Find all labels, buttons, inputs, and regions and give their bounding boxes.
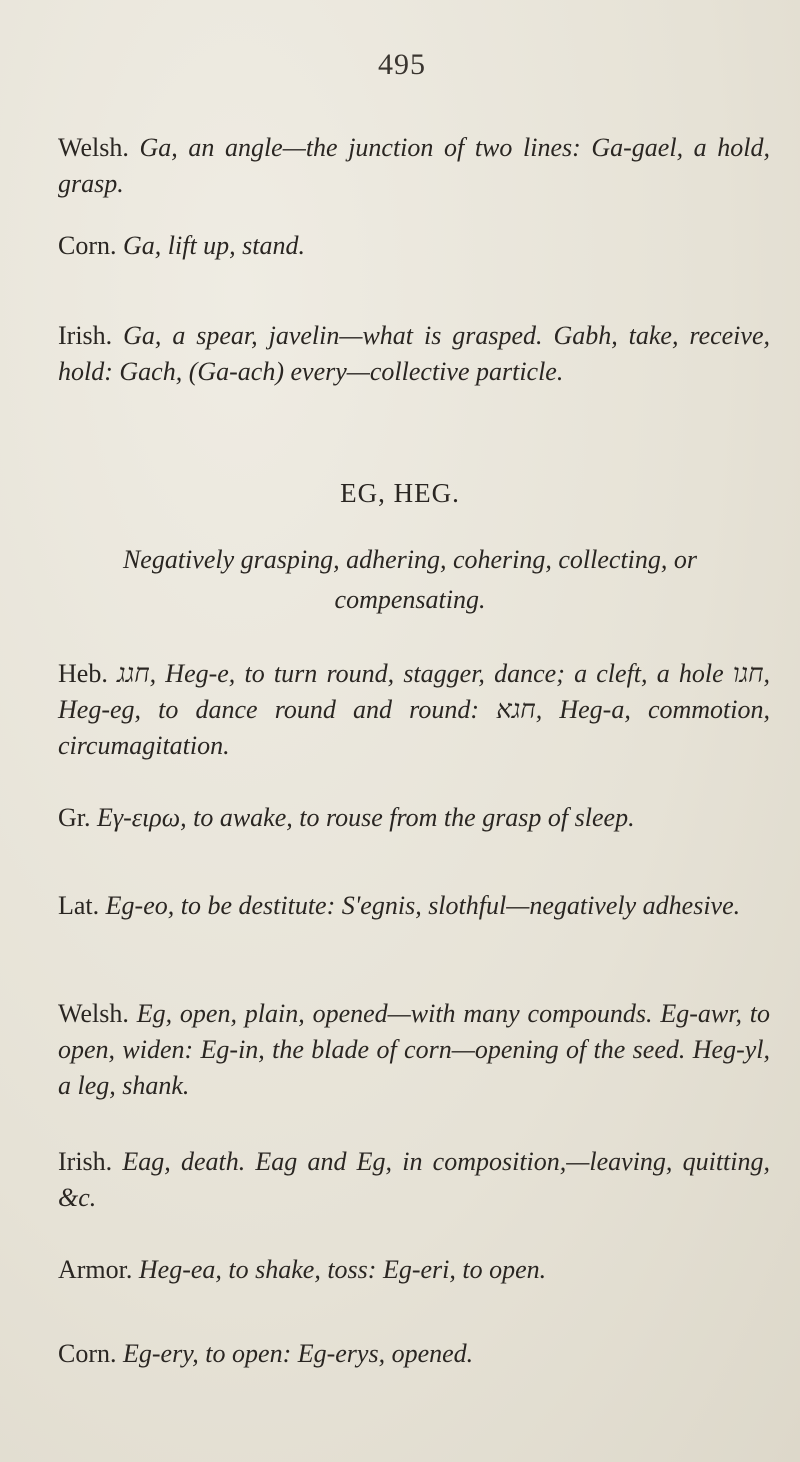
entry-text: Ga, lift up, stand. bbox=[123, 231, 306, 260]
entry-text: Eg-eo, to be destitute: S'egnis, slothful—negatively adhesive. bbox=[105, 891, 741, 920]
entry-greek bbox=[58, 800, 770, 836]
entry-cornish-ga bbox=[58, 228, 770, 264]
entry-text: Εγ-ειρω, to awake, to rouse from the grasp of sleep. bbox=[97, 803, 635, 832]
entry-irish-ga bbox=[58, 318, 770, 390]
entry-irish-eag bbox=[58, 1144, 770, 1216]
entry-text: Eag, death. Eag and Eg, in composition,—leaving, quitting, &c. bbox=[58, 1147, 771, 1212]
entry-text: חגג, Heg-e, to turn round, stagger, dance; a cleft, a hole חגו, Heg-eg, to dance round and round: חגא, Heg-a, commotion, circumagitation. bbox=[58, 659, 771, 760]
language-label: Corn. bbox=[58, 1339, 117, 1368]
entry-welsh-ga bbox=[58, 130, 770, 202]
language-label: Welsh. bbox=[58, 999, 129, 1028]
language-label: Lat. bbox=[58, 891, 100, 920]
language-label: Gr. bbox=[58, 803, 91, 832]
entry-welsh-eg bbox=[58, 996, 770, 1104]
language-label: Corn. bbox=[58, 231, 117, 260]
page-number: 495 bbox=[378, 48, 426, 81]
entry-cornish-eg bbox=[58, 1336, 770, 1372]
section-subtitle: Negatively grasping, adhering, cohering, collecting, or compensating. bbox=[122, 545, 698, 614]
entry-text: Eg-ery, to open: Eg-erys, opened. bbox=[123, 1339, 474, 1368]
entry-text: Eg, open, plain, opened—with many compounds. Eg-awr, to open, widen: Eg-in, the blade of corn—opening of the seed. Heg-yl, a leg, shank. bbox=[58, 999, 771, 1100]
language-label: Heb. bbox=[58, 659, 108, 688]
section-heading: EG, HEG. bbox=[340, 478, 460, 508]
entry-latin bbox=[58, 888, 770, 924]
language-label: Irish. bbox=[58, 1147, 113, 1176]
entry-armor bbox=[58, 1252, 770, 1288]
entry-text: Ga, a spear, javelin—what is grasped. Gabh, take, receive, hold: Gach, (Ga-ach) every—collective particle. bbox=[58, 321, 770, 386]
entry-text: Ga, an angle—the junction of two lines: Ga-gael, a hold, grasp. bbox=[58, 133, 771, 198]
language-label: Armor. bbox=[58, 1255, 133, 1284]
entry-text: Heg-ea, to shake, toss: Eg-eri, to open. bbox=[138, 1255, 547, 1284]
language-label: Irish. bbox=[58, 321, 113, 350]
entry-hebrew bbox=[58, 656, 770, 764]
language-label: Welsh. bbox=[58, 133, 129, 162]
